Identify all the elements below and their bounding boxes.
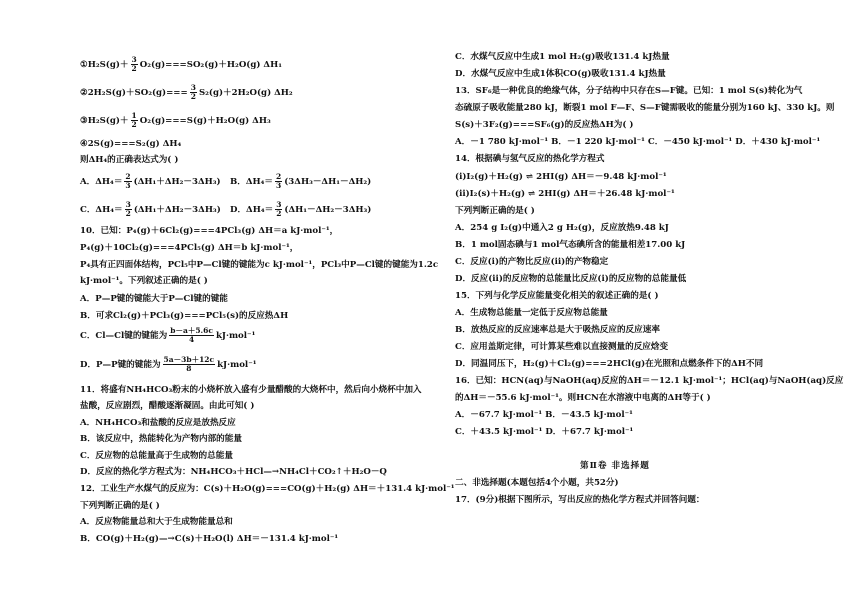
question-10-line-1: 10．已知：P₄(g)＋6Cl₂(g)===4PCl₃(g) ΔH＝a kJ·mol⁻¹， [80,226,339,236]
question-14-line-2: 下列判断正确的是( ) [455,206,535,216]
section-title: 第Ⅱ卷 非选择题 [580,461,650,471]
question-13-line-1: 13．SF₆是一种优良的绝缘气体，分子结构中只存在S—F键。已知：1 mol S(s)转化为气 [455,86,803,96]
question-12-line-1: 12．工业生产水煤气的反应为：C(s)＋H₂O(g)===CO(g)＋H₂(g) ΔH＝＋131.4 kJ·mol⁻¹ [80,484,455,494]
section-subtitle: 二、非选择题(本题包括4个小题，共52分) [455,478,619,488]
question-13-line-2: 态硫原子吸收能量280 kJ，断裂1 mol F—F、S—F键需吸收的能量分别为160 kJ、330 kJ。则 [455,103,835,113]
question-14-line-1: 14．根据碘与氢气反应的热化学方程式 [455,154,605,164]
equation-2: ②2H₂S(g)＋SO₂(g)=== $\frac{3}{2}$ S₂(g)＋2H₂O(g) ΔH₂ [80,83,293,101]
question-16-line-2: 的ΔH＝－55.6 kJ·mol⁻¹。则HCN在水溶液中电离的ΔH等于( ) [455,393,711,403]
question-10-option-c: C．Cl—Cl键的键能为 $\frac{b-a+5.6c}{4}$ kJ·mol⁻¹ [80,326,256,344]
fraction: $\frac{3}{2}$ [131,55,137,73]
question-14-equation-1: (ⅰ)I₂(g)＋H₂(g) ⇌ 2HI(g) ΔH＝－9.48 kJ·mol⁻¹ [455,172,667,182]
question-15-option-d: D．同温同压下，H₂(g)＋Cl₂(g)===2HCl(g)在光照和点燃条件下的ΔH不同 [455,359,764,369]
question-14-option-d: D．反应(ⅱ)的反应物的总能量比反应(ⅰ)的反应物的总能量低 [455,274,687,284]
question-16-options-cd: C．＋43.5 kJ·mol⁻¹ D．＋67.7 kJ·mol⁻¹ [455,427,634,437]
question-16-options-ab: A．－67.7 kJ·mol⁻¹ B．－43.5 kJ·mol⁻¹ [455,410,633,420]
question-10-line-2: P₄(g)＋10Cl₂(g)===4PCl₅(g) ΔH＝b kJ·mol⁻¹， [80,243,299,253]
fraction: $\frac{1}{2}$ [131,111,137,129]
question-14-option-b: B．1 mol固态碘与1 mol气态碘所含的能量相差17.00 kJ [455,240,686,250]
question-17-line-1: 17．(9分)根据下图所示，写出反应的热化学方程式并回答问题： [455,495,705,505]
question-13-options: A．－1 780 kJ·mol⁻¹ B．－1 220 kJ·mol⁻¹ C．－450 kJ·mol⁻¹ D．＋430 kJ·mol⁻¹ [455,137,821,147]
question-12-option-a: A．反应物能量总和大于生成物能量总和 [80,517,233,527]
question-13-line-3: S(s)＋3F₂(g)===SF₆(g)的反应热ΔH为( ) [455,120,634,130]
question-11-option-c: C．反应物的总能量高于生成物的总能量 [80,451,233,461]
question-14-option-a: A．254 g I₂(g)中通入2 g H₂(g)，反应放热9.48 kJ [455,223,669,233]
question-10-line-4: kJ·mol⁻¹。下列叙述正确的是( ) [80,276,208,286]
question-15-line-1: 15．下列与化学反应能量变化相关的叙述正确的是( ) [455,291,659,301]
question-15-option-b: B．放热反应的反应速率总是大于吸热反应的反应速率 [455,325,660,335]
question-16-line-1: 16．已知：HCN(aq)与NaOH(aq)反应的ΔH＝－12.1 kJ·mol⁻¹；HCl(aq)与NaOH(aq)反应 [455,376,844,386]
question-14-equation-2: (ⅱ)I₂(s)＋H₂(g) ⇌ 2HI(g) ΔH＝＋26.48 kJ·mol⁻¹ [455,189,675,199]
question-12-line-2: 下列判断正确的是( ) [80,501,160,511]
question-12-option-c: C．水煤气反应中生成1 mol H₂(g)吸收131.4 kJ热量 [455,52,670,62]
question-10-option-a: A．P—P键的键能大于P—Cl键的键能 [80,294,228,304]
question-15-option-c: C．应用盖斯定律，可计算某些难以直接测量的反应焓变 [455,342,669,352]
question-11-option-b: B．该反应中，热能转化为产物内部的能量 [80,434,242,444]
fraction: $\frac{3}{2}$ [190,83,196,101]
question-9-stem: 则ΔH₄的正确表达式为( ) [80,155,179,165]
question-15-option-a: A．生成物总能量一定低于反应物总能量 [455,308,608,318]
question-10-option-b: B．可求Cl₂(g)＋PCl₃(g)===PCl₅(s)的反应热ΔH [80,311,289,321]
equation-4: ④2S(g)===S₂(g) ΔH₄ [80,139,182,149]
question-12-option-b: B．CO(g)＋H₂(g)—→C(s)＋H₂O(l) ΔH＝－131.4 kJ·mol⁻¹ [80,534,339,544]
equation-1: ①H₂S(g)＋ $\frac{3}{2}$ O₂(g)===SO₂(g)＋H₂O(g) ΔH₁ [80,55,282,73]
question-9-option-c: C．ΔH₄＝ $\frac{3}{2}$ (ΔH₁＋ΔH₂－3ΔH₃) [80,200,221,218]
question-11-line-2: 盐酸，反应剧烈，醋酸逐渐凝固。由此可知( ) [80,401,255,411]
question-11-option-d: D．反应的热化学方程式为：NH₄HCO₃＋HCl—→NH₄Cl＋CO₂↑＋H₂O－Q [80,467,387,477]
question-14-option-c: C．反应(ⅰ)的产物比反应(ⅱ)的产物稳定 [455,257,609,267]
question-10-option-d: D．P—P键的键能为 $\frac{5a-3b+12c}{8}$ kJ·mol⁻¹ [80,355,257,373]
equation-3: ③H₂S(g)＋ $\frac{1}{2}$ O₂(g)===S(g)＋H₂O(g) ΔH₃ [80,111,271,129]
question-9-option-b: B．ΔH₄＝ $\frac{2}{3}$ (3ΔH₃－ΔH₁－ΔH₂) [230,172,372,190]
question-9-option-d: D．ΔH₄＝ $\frac{3}{2}$ (ΔH₁－ΔH₂－3ΔH₃) [230,200,372,218]
question-10-line-3: P₄具有正四面体结构，PCl₅中P—Cl键的键能为c kJ·mol⁻¹，PCl₃中P—Cl键的键能为1.2c [80,260,439,270]
question-11-line-1: 11．将盛有NH₄HCO₃粉末的小烧杯放入盛有少量醋酸的大烧杯中，然后向小烧杯中加入 [80,385,422,395]
question-11-option-a: A．NH₄HCO₃和盐酸的反应是放热反应 [80,418,236,428]
question-9-option-a: A．ΔH₄＝ $\frac{2}{3}$ (ΔH₁＋ΔH₂－3ΔH₃) [80,172,221,190]
question-12-option-d: D．水煤气反应中生成1体积CO(g)吸收131.4 kJ热量 [455,69,666,79]
